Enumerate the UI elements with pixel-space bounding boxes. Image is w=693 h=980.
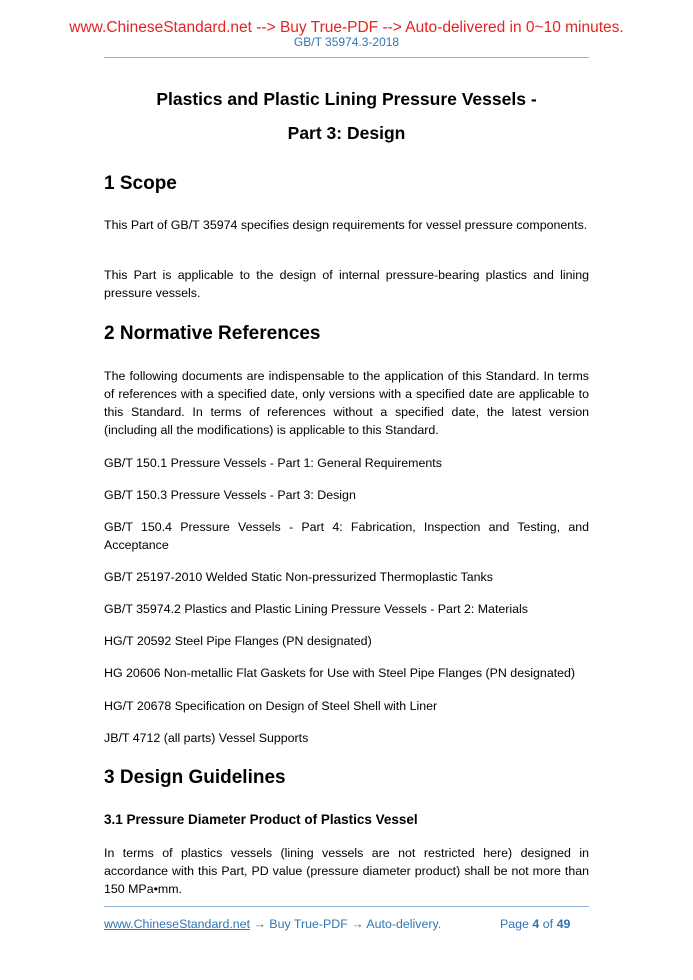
reference-item: JB/T 4712 (all parts) Vessel Supports bbox=[104, 731, 309, 745]
document-title-line2: Part 3: Design bbox=[287, 123, 406, 143]
page-word: Page bbox=[500, 917, 529, 931]
references-intro-paragraph: The following documents are indispensable to the application of this Standard. In terms of references with a specified date, only versions with a specified date are applicable to this Standard. In terms of references without a specified date, the latest version (including all the modifications) is applicable to this Standard. bbox=[104, 369, 589, 437]
footer-site-link[interactable]: www.ChineseStandard.net bbox=[104, 917, 251, 931]
subsection-3-1-paragraph: In terms of plastics vessels (lining vessels are not restricted here) designed in accordance with this Part, PD value (pressure diameter product) shall be not more than 150 MPa•mm. bbox=[104, 846, 589, 896]
reference-item: GB/T 35974.2 Plastics and Plastic Lining Pressure Vessels - Part 2: Materials bbox=[104, 602, 529, 616]
subsection-heading-3-1: 3.1 Pressure Diameter Product of Plastics Vessel bbox=[104, 812, 418, 827]
footer-divider bbox=[104, 906, 589, 907]
reference-item: GB/T 25197-2010 Welded Static Non-pressurized Thermoplastic Tanks bbox=[104, 570, 493, 584]
document-code: GB/T 35974.3-2018 bbox=[293, 35, 400, 49]
page-indicator bbox=[500, 916, 570, 932]
footer-promo-text: → Buy True-PDF → Auto-delivery. bbox=[250, 917, 442, 931]
reference-item: HG 20606 Non-metallic Flat Gaskets for Use with Steel Pipe Flanges (PN designated) bbox=[104, 666, 576, 680]
reference-item: GB/T 150.1 Pressure Vessels - Part 1: General Requirements bbox=[104, 456, 442, 470]
promo-banner[interactable]: www.ChineseStandard.net --> Buy True-PDF --> Auto-delivered in 0~10 minutes. bbox=[69, 19, 624, 36]
document-title-line1: Plastics and Plastic Lining Pressure Vessels - bbox=[156, 89, 537, 109]
total-page-count: 49 bbox=[556, 917, 571, 931]
current-page-number: 4 bbox=[532, 917, 540, 931]
of-word: of bbox=[542, 917, 554, 931]
reference-item: HG/T 20592 Steel Pipe Flanges (PN designated) bbox=[104, 634, 372, 648]
scope-paragraph-1: This Part of GB/T 35974 specifies design requirements for vessel pressure components. bbox=[104, 218, 588, 232]
section-heading-scope: 1 Scope bbox=[104, 173, 177, 194]
header-divider bbox=[104, 57, 589, 58]
section-heading-design-guidelines: 3 Design Guidelines bbox=[104, 767, 286, 788]
scope-paragraph-2: This Part is applicable to the design of internal pressure-bearing plastics and lining pressure vessels. bbox=[104, 268, 589, 300]
reference-item: HG/T 20678 Specification on Design of Steel Shell with Liner bbox=[104, 699, 438, 713]
section-heading-normative-references: 2 Normative References bbox=[104, 323, 321, 344]
footer-promo bbox=[104, 916, 441, 932]
reference-item: GB/T 150.3 Pressure Vessels - Part 3: Design bbox=[104, 488, 356, 502]
reference-item: GB/T 150.4 Pressure Vessels - Part 4: Fabrication, Inspection and Testing, and Acceptance bbox=[104, 520, 589, 552]
